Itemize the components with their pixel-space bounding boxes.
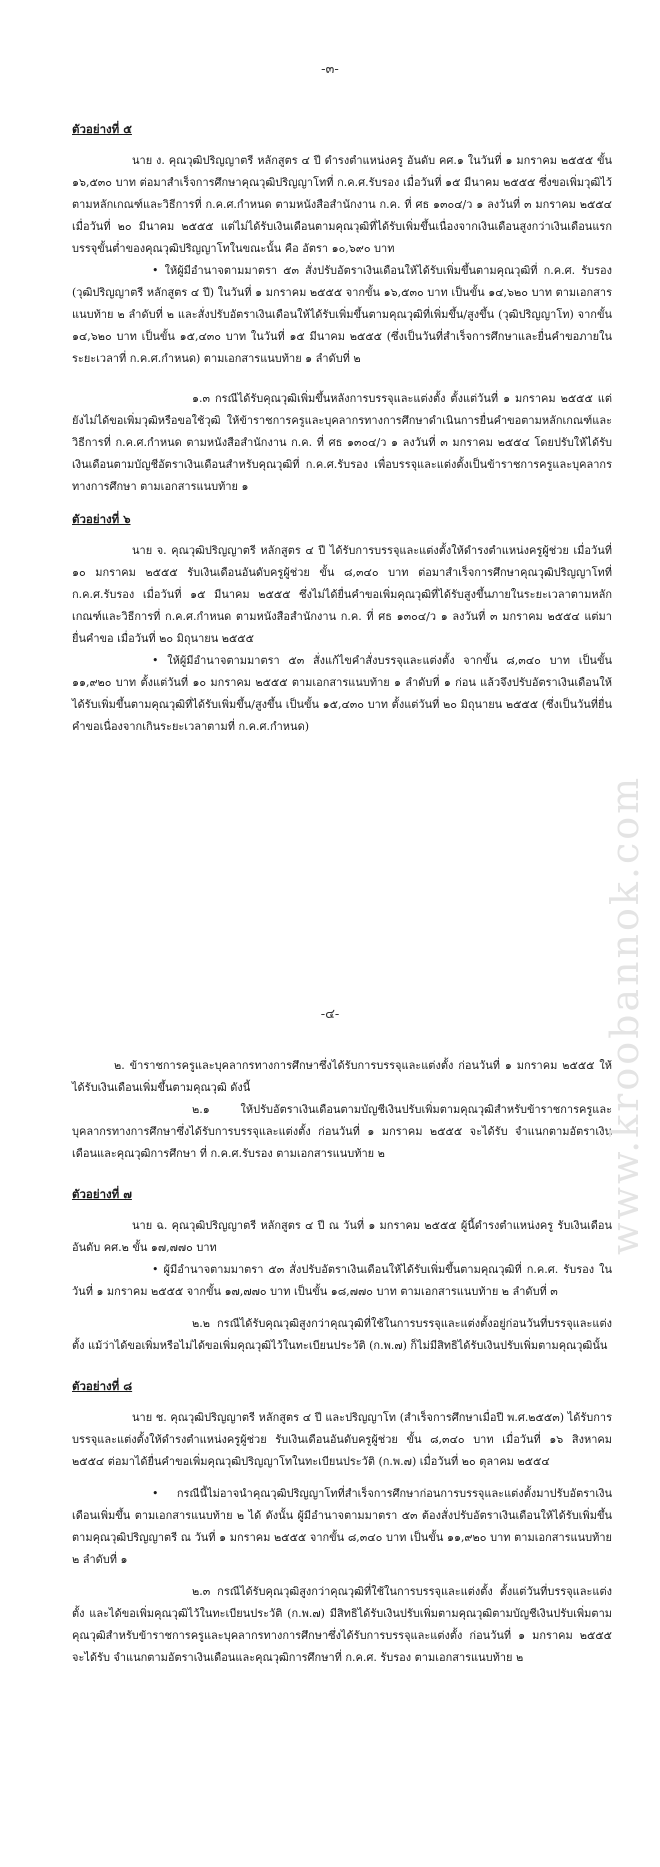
page-number: -๓-: [321, 62, 339, 77]
page-3-body: [72, 118, 612, 738]
example-8-paragraph: นาย ช. คุณวุฒิปริญญาตรี หลักสูตร ๔ ปี และปริญญาโท (สำเร็จการศึกษาเมื่อปี พ.ศ.๒๕๕๓) ได้รับการบรรจุและแต่งตั้งให้ดำรงตำแหน่งครูผู้ช่วย รับเงินเดือนอันดับครูผู้ช่วย ขั้น ๘,๓๔๐ บาท เมื่อวันที่ ๑๖ สิงหาคม ๒๕๕๔ ต่อมาได้ยื่นคำขอเพิ่มคุณวุฒิปริญญาโทในทะเบียนประวัติ (ก.พ.๗) เมื่อวันที่ ๒๐ ตุลาคม ๒๕๕๔: [72, 1411, 612, 1468]
example-5-paragraph: นาย ง. คุณวุฒิปริญญาตรี หลักสูตร ๔ ปี ดำรงตำแหน่งครู อันดับ คศ.๑ ในวันที่ ๑ มกราคม ๒๕๕๕ ขั้น ๑๖,๕๓๐ บาท ต่อมาสำเร็จการศึกษาคุณวุฒิปริญญาโทที่ ก.ค.ศ.รับรอง เมื่อวันที่ ๑๕ มีนาคม ๒๕๕๕ ซึ่งขอเพิ่มวุฒิไว้ ตามหลักเกณฑ์และวิธีการที่ ก.ค.ศ.กำหนด ตามหนังสือสำนักงาน ก.ค. ที่ ศธ ๑๓๐๔/ว ๑ ลงวันที่ ๓ มกราคม ๒๕๕๔ เมื่อวันที่ ๒๐ มีนาคม ๒๕๕๕ แต่ไม่ได้รับเงินเดือนตามคุณวุฒิที่ได้รับเพิ่มขึ้นเนื่องจากเงินเดือนสูงกว่าเงินเดือนแรกบรรจุขั้นต่ำของคุณวุฒิปริญญาโทในขณะนั้น คือ อัตรา ๑๐,๖๙๐ บาท: [72, 154, 612, 255]
document-page-3: [0, 0, 660, 925]
page-number: -๔-: [320, 1007, 340, 1022]
example-5-heading: ตัวอย่างที่ ๕: [72, 122, 132, 136]
example-6-paragraph: นาย จ. คุณวุฒิปริญญาตรี หลักสูตร ๔ ปี ได้รับการบรรจุและแต่งตั้งให้ดำรงตำแหน่งครูผู้ช่วย เมื่อวันที่ ๑๐ มกราคม ๒๕๕๕ รับเงินเดือนอันดับครูผู้ช่วย ขั้น ๘,๓๔๐ บาท ต่อมาสำเร็จการศึกษาคุณวุฒิปริญญาโทที่ ก.ค.ศ.รับรอง เมื่อวันที่ ๑๕ มีนาคม ๒๕๕๕ ซึ่งไม่ได้ยื่นคำขอเพิ่มคุณวุฒิที่ได้รับสูงขึ้นภายในระยะเวลาตามหลักเกณฑ์และวิธีการที่ ก.ค.ศ.กำหนด ตามหนังสือสำนักงาน ก.ค. ที่ ศธ ๑๓๐๔/ว ๑ ลงวันที่ ๓ มกราคม ๒๕๕๔ แต่มายื่นคำขอ เมื่อวันที่ ๒๐ มิถุนายน ๒๕๕๕: [72, 544, 612, 645]
document-page-4: [0, 925, 660, 1867]
example-6-bullet: • ให้ผู้มีอำนาจตามมาตรา ๕๓ สั่งแก้ไขคำสั่งบรรจุและแต่งตั้ง จากขั้น ๘,๓๔๐ บาท เป็นขั้น ๑๑,๙๒๐ บาท ตั้งแต่วันที่ ๑๐ มกราคม ๒๕๕๕ ตามเอกสารแนบท้าย ๑ ลำดับที่ ๑ ก่อน แล้วจึงปรับอัตราเงินเดือนให้ได้รับเพิ่มขึ้นตามคุณวุฒิที่ได้รับเพิ่มขึ้น/สูงขึ้น เป็นขั้น ๑๕,๔๓๐ บาท ตั้งแต่วันที่ ๒๐ มิถุนายน ๒๕๕๕ (ซึ่งเป็นวันที่ยื่นคำขอเนื่องจากเกินระยะเวลาตามที่ ก.ค.ศ.กำหนด): [72, 654, 612, 733]
section-2-1-paragraph: ๒.๑ ให้ปรับอัตราเงินเดือนตามบัญชีเงินปรับเพิ่มตามคุณวุฒิสำหรับข้าราชการครูและบุคลากรทางการศึกษาซึ่งได้รับการบรรจุและแต่งตั้ง ก่อนวันที่ ๑ มกราคม ๒๕๕๕ จะได้รับ จำแนกตามอัตราเงินเดือนและคุณวุฒิการศึกษา ที่ ก.ค.ศ.รับรอง ตามเอกสารแนบท้าย ๒: [72, 1103, 612, 1160]
example-6-heading: ตัวอย่างที่ ๖: [72, 512, 131, 526]
section-2-paragraph: ๒. ข้าราชการครูและบุคลากรทางการศึกษาซึ่งได้รับการบรรจุและแต่งตั้ง ก่อนวันที่ ๑ มกราคม ๒๕๕๕ ให้ได้รับเงินเดือนเพิ่มขึ้นตามคุณวุฒิ ดังนี้: [72, 1059, 612, 1094]
section-2-3-paragraph: ๒.๓ กรณีได้รับคุณวุฒิสูงกว่าคุณวุฒิที่ใช้ในการบรรจุและแต่งตั้ง ตั้งแต่วันที่บรรจุและแต่งตั้ง และได้ขอเพิ่มคุณวุฒิไว้ในทะเบียนประวัติ (ก.พ.๗) มีสิทธิได้รับเงินปรับเพิ่มตามคุณวุฒิตามบัญชีเงินปรับเพิ่มตามคุณวุฒิสำหรับข้าราชการครูและบุคลากรทางการศึกษาซึ่งได้รับการบรรจุและแต่งตั้ง ก่อนวันที่ ๑ มกราคม ๒๕๕๕ จะได้รับ จำแนกตามอัตราเงินเดือนและคุณวุฒิการศึกษาที่ ก.ค.ศ. รับรอง ตามเอกสารแนบท้าย ๒: [72, 1585, 612, 1664]
section-2-2-paragraph: ๒.๒ กรณีได้รับคุณวุฒิสูงกว่าคุณวุฒิที่ใช้ในการบรรจุและแต่งตั้งอยู่ก่อนวันที่บรรจุและแต่งตั้ง แม้ว่าได้ขอเพิ่มหรือไม่ได้ขอเพิ่มคุณวุฒิไว้ในทะเบียนประวัติ (ก.พ.๗) ก็ไม่มีสิทธิได้รับเงินปรับเพิ่มตามคุณวุฒินั้น: [72, 1317, 612, 1352]
example-8-heading: ตัวอย่างที่ ๘: [72, 1379, 133, 1393]
example-8-bullet: • กรณีนี้ไม่อาจนำคุณวุฒิปริญญาโทที่สำเร็จการศึกษาก่อนการบรรจุและแต่งตั้งมาปรับอัตราเงินเดือนเพิ่มขึ้น ตามเอกสารแนบท้าย ๒ ได้ ดังนั้น ผู้มีอำนาจตามมาตรา ๕๓ ต้องสั่งปรับอัตราเงินเดือนให้ได้รับเพิ่มขึ้นตามคุณวุฒิปริญญาตรี ณ วันที่ ๑ มกราคม ๒๕๕๕ จากขั้น ๘,๓๔๐ บาท เป็นขั้น ๑๑,๙๒๐ บาท ตามเอกสารแนบท้าย ๒ ลำดับที่ ๑: [72, 1487, 612, 1566]
example-5-bullet: • ให้ผู้มีอำนาจตามมาตรา ๕๓ สั่งปรับอัตราเงินเดือนให้ได้รับเพิ่มขึ้นตามคุณวุฒิที่ ก.ค.ศ. รับรอง (วุฒิปริญญาตรี หลักสูตร ๔ ปี) ในวันที่ ๑ มกราคม ๒๕๕๕ จากขั้น ๑๖,๕๓๐ บาท เป็นขั้น ๑๔,๖๒๐ บาท ตามเอกสารแนบท้าย ๒ ลำดับที่ ๒ และสั่งปรับอัตราเงินเดือนให้ได้รับเพิ่มขึ้นตามคุณวุฒิที่เพิ่มขึ้น/สูงขึ้น (วุฒิปริญญาโท) จากขั้น ๑๔,๖๒๐ บาท เป็นขั้น ๑๕,๔๓๐ บาท ในวันที่ ๑๕ มีนาคม ๒๕๕๕ (ซึ่งเป็นวันที่สำเร็จการศึกษาและยื่นคำขอภายในระยะเวลาที่ ก.ค.ศ.กำหนด) ตามเอกสารแนบท้าย ๑ ลำดับที่ ๒: [72, 264, 612, 365]
section-1-3-paragraph: ๑.๓ กรณีได้รับคุณวุฒิเพิ่มขึ้นหลังการบรรจุและแต่งตั้ง ตั้งแต่วันที่ ๑ มกราคม ๒๕๕๕ แต่ยังไม่ได้ขอเพิ่มวุฒิหรือขอใช้วุฒิ ให้ข้าราชการครูและบุคลากรทางการศึกษาดำเนินการยื่นคำขอตามหลักเกณฑ์และวิธีการที่ ก.ค.ศ.กำหนด ตามหนังสือสำนักงาน ก.ค. ที่ ศธ ๑๓๐๔/ว ๑ ลงวันที่ ๓ มกราคม ๒๕๕๔ โดยปรับให้ได้รับเงินเดือนตามบัญชีอัตราเงินเดือนสำหรับคุณวุฒิที่ ก.ค.ศ.รับรอง เพื่อบรรจุและแต่งตั้งเป็นข้าราชการครูและบุคลากรทางการศึกษา ตามเอกสารแนบท้าย ๑: [72, 392, 612, 493]
example-7-paragraph: นาย ฉ. คุณวุฒิปริญญาตรี หลักสูตร ๔ ปี ณ วันที่ ๑ มกราคม ๒๕๕๕ ผู้นี้ดำรงตำแหน่งครู รับเงินเดือนอันดับ คศ.๒ ขั้น ๑๗,๗๗๐ บาท: [72, 1219, 612, 1254]
example-7-heading: ตัวอย่างที่ ๗: [72, 1187, 132, 1201]
example-7-bullet: • ผู้มีอำนาจตามมาตรา ๕๓ สั่งปรับอัตราเงินเดือนให้ได้รับเพิ่มขึ้นตามคุณวุฒิที่ ก.ค.ศ. รับรอง ในวันที่ ๑ มกราคม ๒๕๕๕ จากขั้น ๑๗,๗๗๐ บาท เป็นขั้น ๑๘,๗๗๐ บาท ตามเอกสารแนบท้าย ๒ ลำดับที่ ๓: [72, 1263, 612, 1298]
watermark-text: www.kroobannok.com: [603, 774, 647, 1256]
page-4-body: [72, 1055, 612, 1669]
